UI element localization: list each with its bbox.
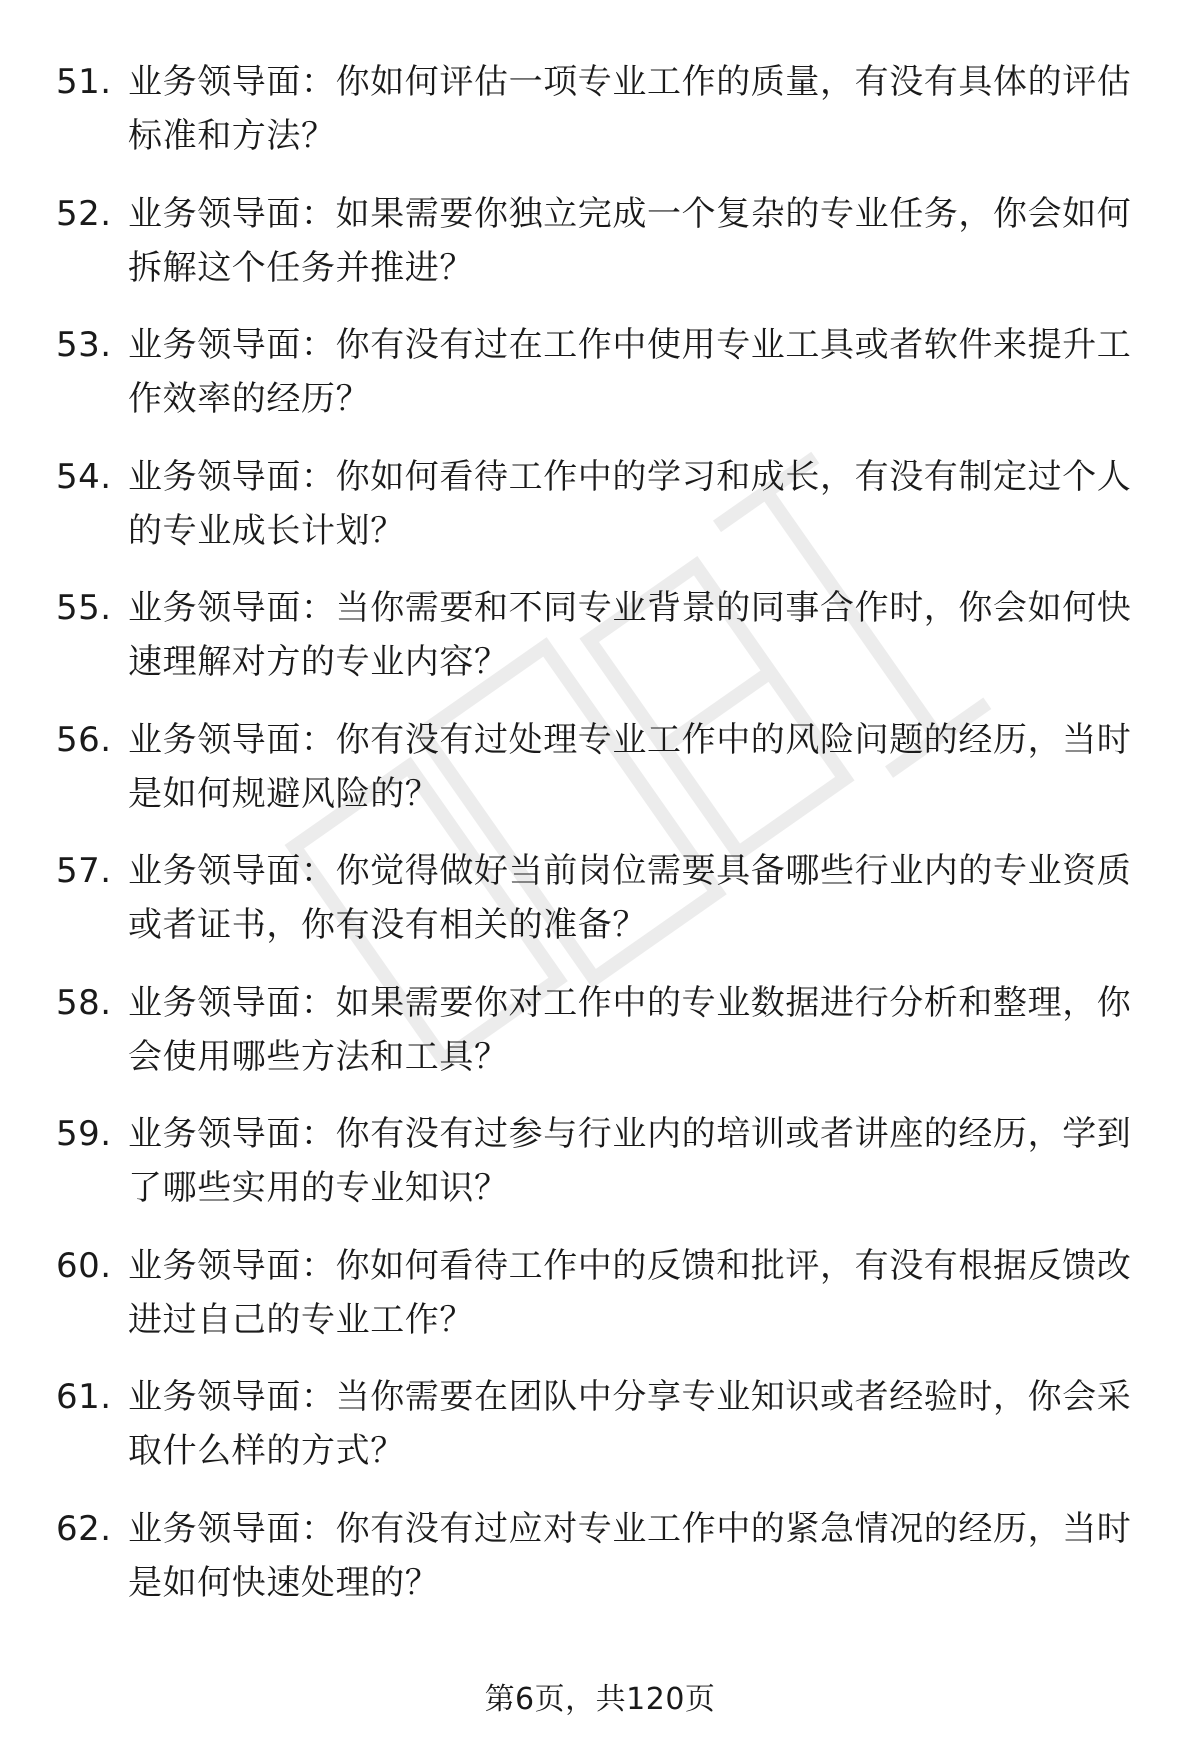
list-item xyxy=(0,55,1200,187)
question-text: 业务领导面：当你需要和不同专业背景的同事合作时，你会如何快速理解对方的专业内容？ xyxy=(128,588,1132,682)
list-item xyxy=(0,450,1200,582)
page-footer xyxy=(0,1675,1200,1725)
question-number: 61. xyxy=(56,1377,112,1417)
list-item xyxy=(0,581,1200,713)
list-item xyxy=(0,1107,1200,1239)
question-text: 业务领导面：如果需要你对工作中的专业数据进行分析和整理，你会使用哪些方法和工具？ xyxy=(128,982,1132,1077)
question-text: 业务领导面：你有没有过处理专业工作中的风险问题的经历，当时是如何规避风险的？ xyxy=(128,719,1132,814)
list-item xyxy=(0,1239,1200,1371)
question-number: 52. xyxy=(56,193,112,234)
question-text: 业务领导面：当你需要在团队中分享专业知识或者经验时，你会采取什么样的方式？ xyxy=(128,1377,1132,1471)
page-number-label: 第6页，共120页 xyxy=(484,1682,716,1717)
question-text: 业务领导面：你如何看待工作中的学习和成长，有没有制定过个人的专业成长计划？ xyxy=(128,456,1132,551)
list-item xyxy=(0,187,1200,319)
question-number: 62. xyxy=(56,1508,112,1549)
list-item xyxy=(0,976,1200,1108)
question-list xyxy=(0,55,1200,1633)
list-item xyxy=(0,1502,1200,1634)
list-item xyxy=(0,1370,1200,1502)
question-number: 57. xyxy=(56,851,112,891)
question-number: 51. xyxy=(56,62,112,102)
list-item xyxy=(0,318,1200,450)
question-number: 54. xyxy=(56,456,112,497)
question-number: 58. xyxy=(56,982,112,1023)
question-number: 55. xyxy=(56,588,112,628)
question-text: 业务领导面：你觉得做好当前岗位需要具备哪些行业内的专业资质或者证书，你有没有相关的准备？ xyxy=(128,851,1132,945)
question-number: 56. xyxy=(56,719,112,760)
question-text: 业务领导面：你有没有过应对专业工作中的紧急情况的经历，当时是如何快速处理的？ xyxy=(128,1508,1132,1603)
list-item xyxy=(0,844,1200,976)
question-text: 业务领导面：如果需要你独立完成一个复杂的专业任务，你会如何拆解这个任务并推进？ xyxy=(128,193,1132,288)
question-text: 业务领导面：你有没有过在工作中使用专业工具或者软件来提升工作效率的经历？ xyxy=(128,325,1132,419)
question-text: 业务领导面：你有没有过参与行业内的培训或者讲座的经历，学到了哪些实用的专业知识？ xyxy=(128,1114,1132,1208)
list-item xyxy=(0,713,1200,845)
question-number: 53. xyxy=(56,325,112,365)
question-number: 59. xyxy=(56,1114,112,1154)
question-text: 业务领导面：你如何评估一项专业工作的质量，有没有具体的评估标准和方法？ xyxy=(128,62,1132,156)
question-number: 60. xyxy=(56,1245,112,1286)
question-text: 业务领导面：你如何看待工作中的反馈和批评，有没有根据反馈改进过自己的专业工作？ xyxy=(128,1245,1132,1340)
